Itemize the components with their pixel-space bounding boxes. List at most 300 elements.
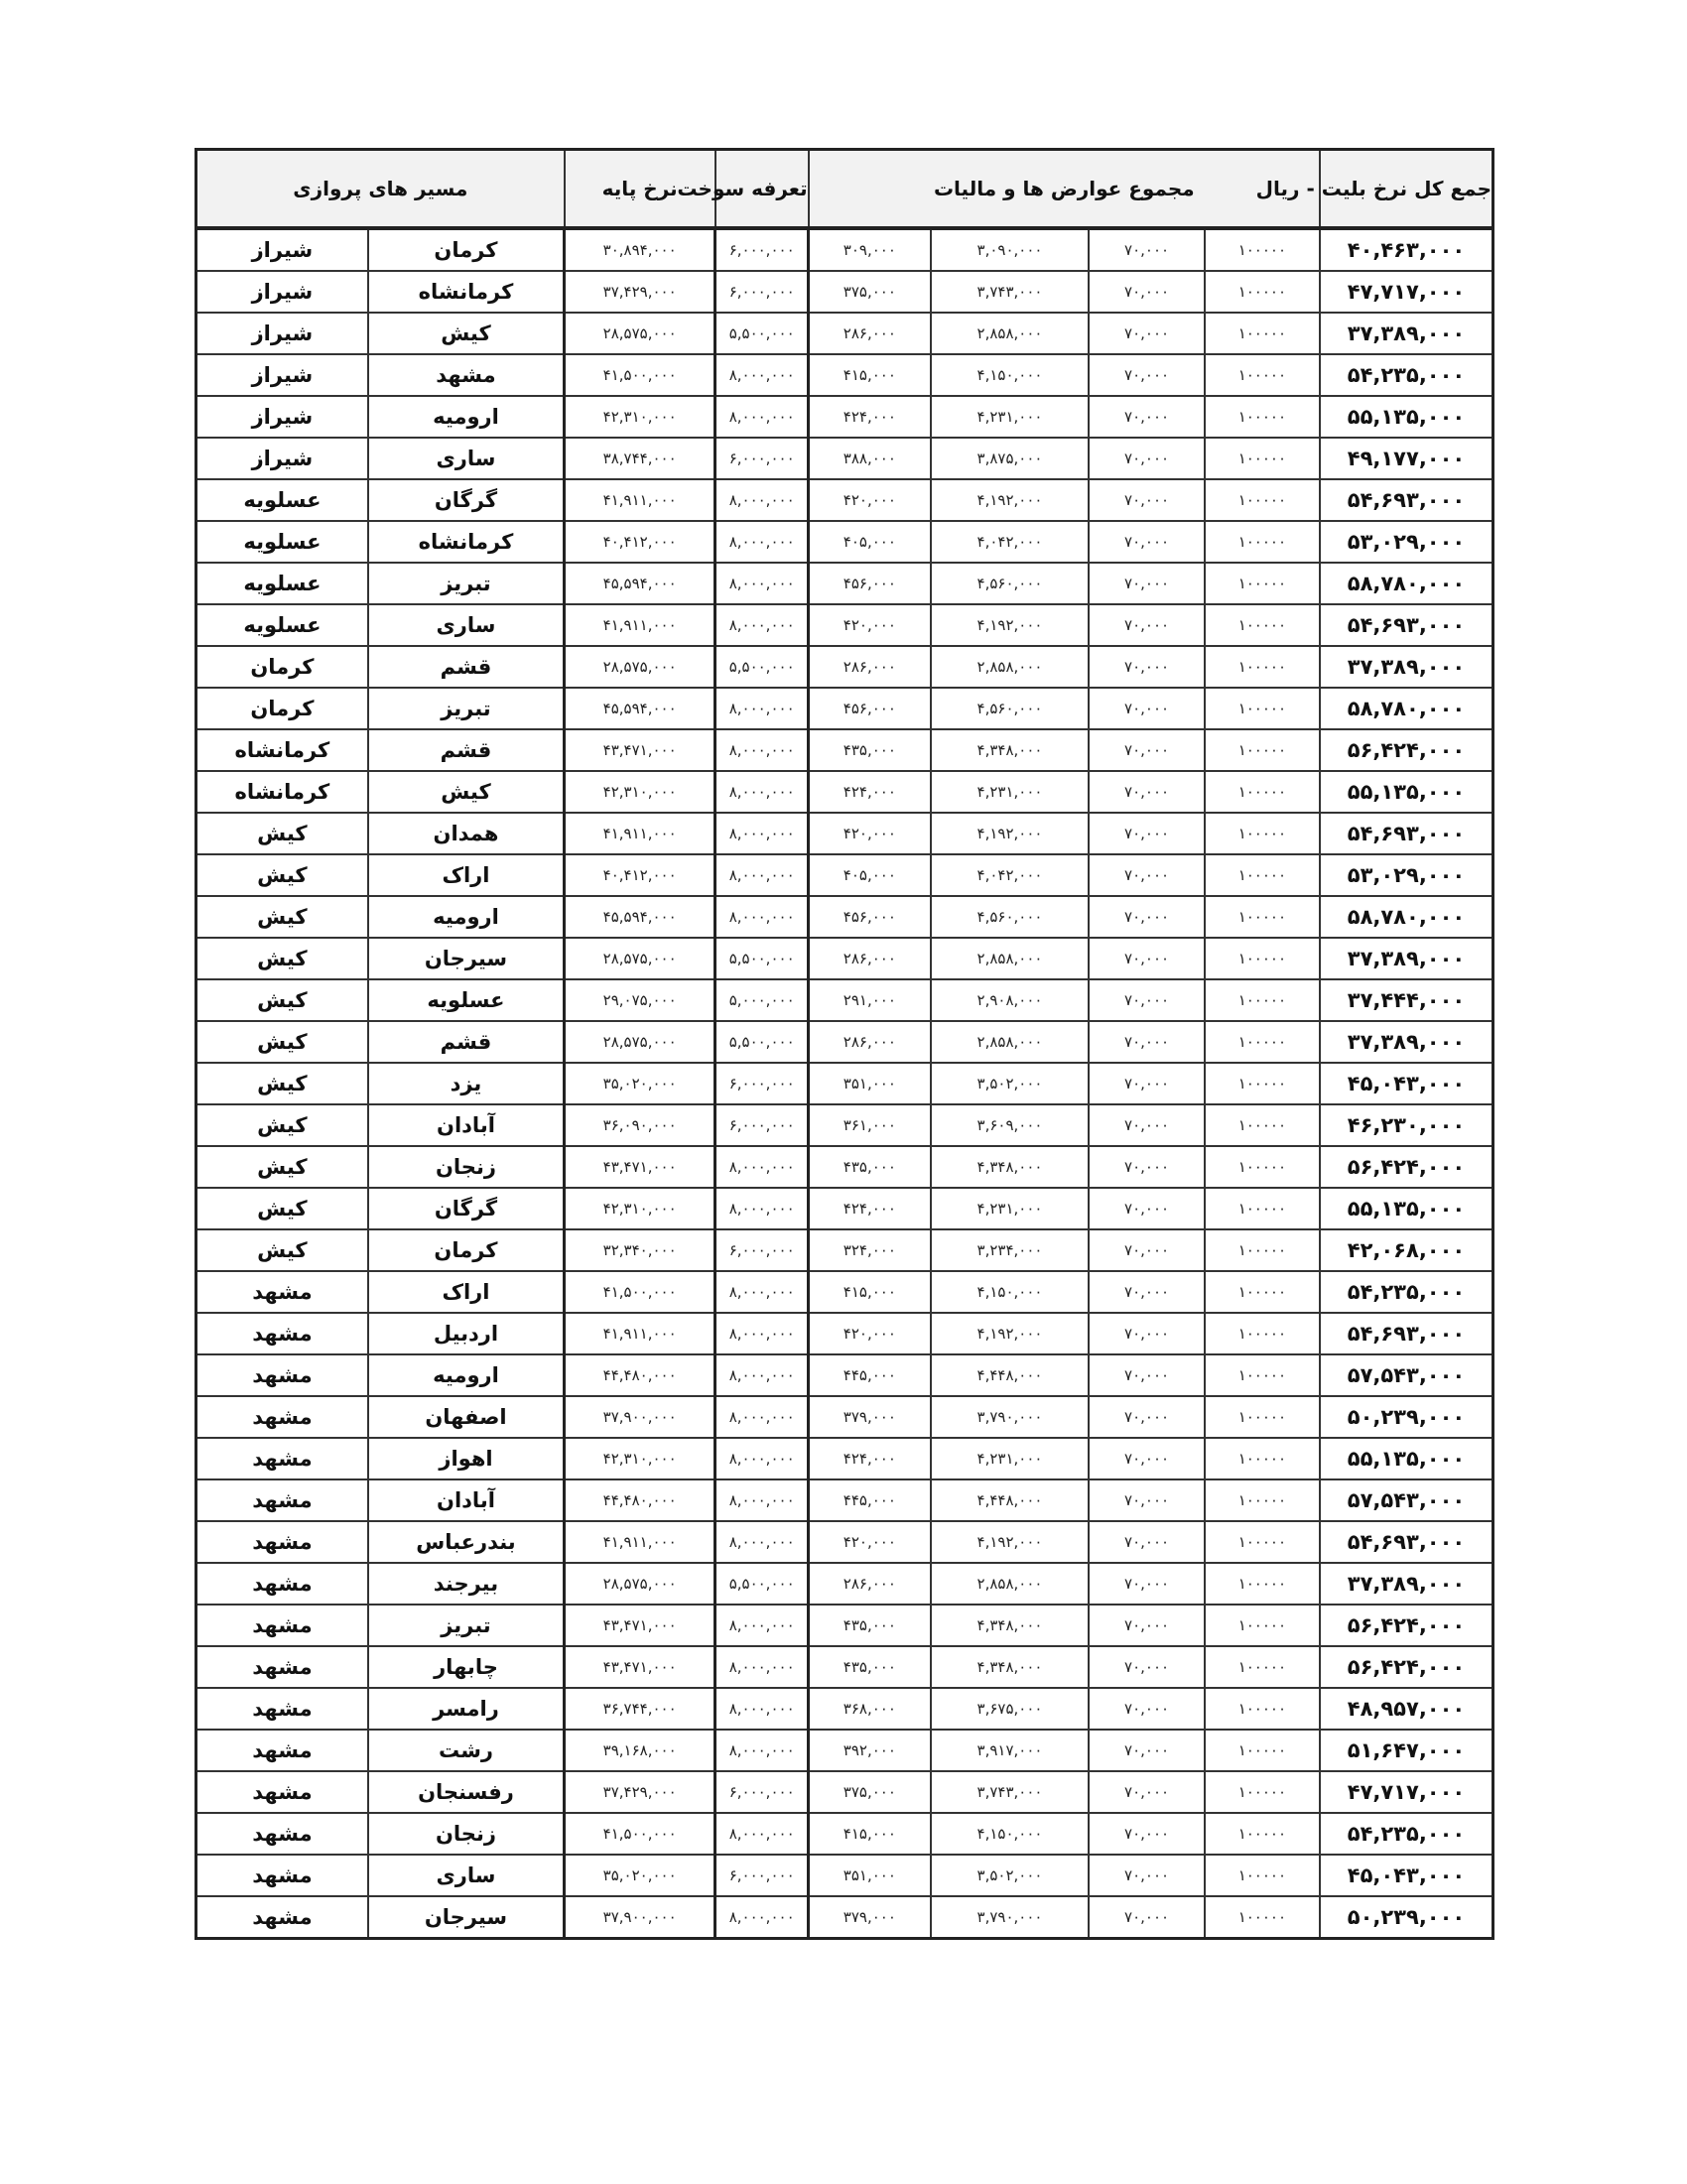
destination-city-cell: اصفهان bbox=[368, 1396, 565, 1438]
base-fare-cell: ۴۲,۳۱۰,۰۰۰ bbox=[565, 771, 715, 813]
base-fare-cell: ۳۸,۷۴۴,۰۰۰ bbox=[565, 438, 715, 479]
total-fare-cell: ۵۸,۷۸۰,۰۰۰ bbox=[1320, 563, 1492, 604]
total-fare-cell: ۵۴,۲۳۵,۰۰۰ bbox=[1320, 1813, 1492, 1855]
fuel-fee-cell: ۵,۵۰۰,۰۰۰ bbox=[715, 938, 809, 979]
table-row bbox=[196, 729, 1493, 771]
fuel-fee-cell: ۸,۰۰۰,۰۰۰ bbox=[715, 1646, 809, 1688]
fuel-fee-cell: ۸,۰۰۰,۰۰۰ bbox=[715, 1188, 809, 1229]
total-fare-cell: ۳۷,۳۸۹,۰۰۰ bbox=[1320, 1021, 1492, 1063]
tax-amount-large-cell: ۴,۵۶۰,۰۰۰ bbox=[931, 688, 1090, 729]
total-fare-cell: ۴۰,۴۶۳,۰۰۰ bbox=[1320, 228, 1492, 271]
fee-code-cell: ۱۰۰۰۰۰ bbox=[1205, 1896, 1320, 1939]
table-row bbox=[196, 854, 1493, 896]
origin-city-cell: مشهد bbox=[196, 1896, 368, 1939]
base-fare-cell: ۴۵,۵۹۴,۰۰۰ bbox=[565, 688, 715, 729]
fuel-fee-cell: ۸,۰۰۰,۰۰۰ bbox=[715, 1313, 809, 1354]
origin-city-cell: کیش bbox=[196, 938, 368, 979]
destination-city-cell: زنجان bbox=[368, 1813, 565, 1855]
origin-city-cell: کرمان bbox=[196, 688, 368, 729]
fuel-fee-cell: ۸,۰۰۰,۰۰۰ bbox=[715, 1479, 809, 1521]
total-fare-cell: ۵۴,۶۹۳,۰۰۰ bbox=[1320, 813, 1492, 854]
destination-city-cell: ساری bbox=[368, 438, 565, 479]
tax-amount-cell: ۴۴۵,۰۰۰ bbox=[809, 1354, 931, 1396]
destination-city-cell: قشم bbox=[368, 729, 565, 771]
fee-code-cell: ۱۰۰۰۰۰ bbox=[1205, 1855, 1320, 1896]
table-row bbox=[196, 1479, 1493, 1521]
origin-city-cell: کرمانشاه bbox=[196, 729, 368, 771]
fee-code-cell: ۱۰۰۰۰۰ bbox=[1205, 1188, 1320, 1229]
fee-code-cell: ۱۰۰۰۰۰ bbox=[1205, 313, 1320, 354]
fuel-fee-cell: ۸,۰۰۰,۰۰۰ bbox=[715, 1146, 809, 1188]
fuel-fee-cell: ۸,۰۰۰,۰۰۰ bbox=[715, 1605, 809, 1646]
base-fare-cell: ۴۵,۵۹۴,۰۰۰ bbox=[565, 563, 715, 604]
total-fare-cell: ۵۸,۷۸۰,۰۰۰ bbox=[1320, 896, 1492, 938]
fee-amount-cell: ۷۰,۰۰۰ bbox=[1089, 1688, 1204, 1730]
origin-city-cell: کیش bbox=[196, 1188, 368, 1229]
tax-amount-cell: ۳۸۸,۰۰۰ bbox=[809, 438, 931, 479]
table-row bbox=[196, 354, 1493, 396]
base-fare-cell: ۲۸,۵۷۵,۰۰۰ bbox=[565, 646, 715, 688]
fee-amount-cell: ۷۰,۰۰۰ bbox=[1089, 1771, 1204, 1813]
destination-city-cell: سیرجان bbox=[368, 1896, 565, 1939]
origin-city-cell: مشهد bbox=[196, 1605, 368, 1646]
destination-city-cell: ساری bbox=[368, 1855, 565, 1896]
origin-city-cell: شیراز bbox=[196, 396, 368, 438]
fuel-fee-cell: ۸,۰۰۰,۰۰۰ bbox=[715, 1438, 809, 1479]
table-row bbox=[196, 771, 1493, 813]
tax-amount-large-cell: ۳,۵۰۲,۰۰۰ bbox=[931, 1063, 1090, 1104]
table-row bbox=[196, 438, 1493, 479]
total-fare-cell: ۳۷,۳۸۹,۰۰۰ bbox=[1320, 646, 1492, 688]
total-fare-cell: ۴۸,۹۵۷,۰۰۰ bbox=[1320, 1688, 1492, 1730]
base-fare-cell: ۴۰,۴۱۲,۰۰۰ bbox=[565, 854, 715, 896]
base-fare-cell: ۳۷,۹۰۰,۰۰۰ bbox=[565, 1896, 715, 1939]
destination-city-cell: رامسر bbox=[368, 1688, 565, 1730]
fee-code-cell: ۱۰۰۰۰۰ bbox=[1205, 896, 1320, 938]
table-row bbox=[196, 1188, 1493, 1229]
fuel-fee-cell: ۸,۰۰۰,۰۰۰ bbox=[715, 771, 809, 813]
tax-amount-cell: ۳۷۵,۰۰۰ bbox=[809, 1771, 931, 1813]
base-fare-cell: ۳۹,۱۶۸,۰۰۰ bbox=[565, 1730, 715, 1771]
fee-code-cell: ۱۰۰۰۰۰ bbox=[1205, 813, 1320, 854]
fuel-fee-cell: ۸,۰۰۰,۰۰۰ bbox=[715, 1896, 809, 1939]
fee-amount-cell: ۷۰,۰۰۰ bbox=[1089, 688, 1204, 729]
fee-code-cell: ۱۰۰۰۰۰ bbox=[1205, 1730, 1320, 1771]
total-fare-cell: ۴۵,۰۴۳,۰۰۰ bbox=[1320, 1063, 1492, 1104]
tax-amount-large-cell: ۴,۱۹۲,۰۰۰ bbox=[931, 479, 1090, 521]
tax-amount-cell: ۲۸۶,۰۰۰ bbox=[809, 313, 931, 354]
fuel-fee-cell: ۸,۰۰۰,۰۰۰ bbox=[715, 354, 809, 396]
table-row bbox=[196, 1396, 1493, 1438]
fee-amount-cell: ۷۰,۰۰۰ bbox=[1089, 521, 1204, 563]
base-fare-cell: ۴۱,۵۰۰,۰۰۰ bbox=[565, 1271, 715, 1313]
origin-city-cell: شیراز bbox=[196, 354, 368, 396]
fee-amount-cell: ۷۰,۰۰۰ bbox=[1089, 1229, 1204, 1271]
fee-code-cell: ۱۰۰۰۰۰ bbox=[1205, 771, 1320, 813]
fee-amount-cell: ۷۰,۰۰۰ bbox=[1089, 938, 1204, 979]
base-fare-cell: ۴۱,۹۱۱,۰۰۰ bbox=[565, 1313, 715, 1354]
origin-city-cell: عسلویه bbox=[196, 479, 368, 521]
table-row bbox=[196, 1896, 1493, 1939]
tax-amount-large-cell: ۴,۴۴۸,۰۰۰ bbox=[931, 1354, 1090, 1396]
total-fare-cell: ۵۶,۴۲۴,۰۰۰ bbox=[1320, 1646, 1492, 1688]
tax-amount-cell: ۴۳۵,۰۰۰ bbox=[809, 1146, 931, 1188]
tax-amount-cell: ۴۰۵,۰۰۰ bbox=[809, 521, 931, 563]
fuel-fee-cell: ۵,۵۰۰,۰۰۰ bbox=[715, 646, 809, 688]
header-taxes: مجموع عوارض ها و مالیات bbox=[809, 150, 1320, 229]
header-routes: مسیر های پروازی bbox=[196, 150, 565, 229]
tax-amount-large-cell: ۴,۱۵۰,۰۰۰ bbox=[931, 354, 1090, 396]
base-fare-cell: ۴۰,۴۱۲,۰۰۰ bbox=[565, 521, 715, 563]
table-row bbox=[196, 1021, 1493, 1063]
fee-amount-cell: ۷۰,۰۰۰ bbox=[1089, 354, 1204, 396]
table-row bbox=[196, 228, 1493, 271]
tax-amount-large-cell: ۴,۲۳۱,۰۰۰ bbox=[931, 1438, 1090, 1479]
fee-amount-cell: ۷۰,۰۰۰ bbox=[1089, 729, 1204, 771]
fee-code-cell: ۱۰۰۰۰۰ bbox=[1205, 979, 1320, 1021]
tax-amount-large-cell: ۳,۲۳۴,۰۰۰ bbox=[931, 1229, 1090, 1271]
destination-city-cell: عسلویه bbox=[368, 979, 565, 1021]
base-fare-cell: ۴۳,۴۷۱,۰۰۰ bbox=[565, 729, 715, 771]
fee-amount-cell: ۷۰,۰۰۰ bbox=[1089, 1188, 1204, 1229]
fee-amount-cell: ۷۰,۰۰۰ bbox=[1089, 1605, 1204, 1646]
fuel-fee-cell: ۸,۰۰۰,۰۰۰ bbox=[715, 688, 809, 729]
origin-city-cell: شیراز bbox=[196, 228, 368, 271]
table-row bbox=[196, 1354, 1493, 1396]
origin-city-cell: مشهد bbox=[196, 1438, 368, 1479]
fuel-fee-cell: ۸,۰۰۰,۰۰۰ bbox=[715, 1730, 809, 1771]
fee-amount-cell: ۷۰,۰۰۰ bbox=[1089, 854, 1204, 896]
tax-amount-cell: ۴۵۶,۰۰۰ bbox=[809, 896, 931, 938]
fee-amount-cell: ۷۰,۰۰۰ bbox=[1089, 813, 1204, 854]
destination-city-cell: سیرجان bbox=[368, 938, 565, 979]
tax-amount-large-cell: ۲,۹۰۸,۰۰۰ bbox=[931, 979, 1090, 1021]
fee-code-cell: ۱۰۰۰۰۰ bbox=[1205, 438, 1320, 479]
fuel-fee-cell: ۸,۰۰۰,۰۰۰ bbox=[715, 1521, 809, 1563]
tax-amount-large-cell: ۳,۷۹۰,۰۰۰ bbox=[931, 1896, 1090, 1939]
fee-amount-cell: ۷۰,۰۰۰ bbox=[1089, 1271, 1204, 1313]
total-fare-cell: ۵۳,۰۲۹,۰۰۰ bbox=[1320, 854, 1492, 896]
fare-table-body bbox=[196, 228, 1493, 1939]
table-row bbox=[196, 646, 1493, 688]
tax-amount-cell: ۳۶۸,۰۰۰ bbox=[809, 1688, 931, 1730]
tax-amount-cell: ۴۲۰,۰۰۰ bbox=[809, 1521, 931, 1563]
destination-city-cell: یزد bbox=[368, 1063, 565, 1104]
base-fare-cell: ۲۸,۵۷۵,۰۰۰ bbox=[565, 1021, 715, 1063]
tax-amount-cell: ۴۱۵,۰۰۰ bbox=[809, 1271, 931, 1313]
table-row bbox=[196, 938, 1493, 979]
fuel-fee-cell: ۶,۰۰۰,۰۰۰ bbox=[715, 1229, 809, 1271]
fee-amount-cell: ۷۰,۰۰۰ bbox=[1089, 1479, 1204, 1521]
fee-code-cell: ۱۰۰۰۰۰ bbox=[1205, 1771, 1320, 1813]
total-fare-cell: ۳۷,۴۴۴,۰۰۰ bbox=[1320, 979, 1492, 1021]
destination-city-cell: اراک bbox=[368, 854, 565, 896]
total-fare-cell: ۵۶,۴۲۴,۰۰۰ bbox=[1320, 1605, 1492, 1646]
fuel-fee-cell: ۸,۰۰۰,۰۰۰ bbox=[715, 604, 809, 646]
tax-amount-large-cell: ۴,۵۶۰,۰۰۰ bbox=[931, 896, 1090, 938]
origin-city-cell: مشهد bbox=[196, 1354, 368, 1396]
table-row bbox=[196, 604, 1493, 646]
fee-code-cell: ۱۰۰۰۰۰ bbox=[1205, 1479, 1320, 1521]
destination-city-cell: کیش bbox=[368, 771, 565, 813]
origin-city-cell: مشهد bbox=[196, 1771, 368, 1813]
fee-code-cell: ۱۰۰۰۰۰ bbox=[1205, 729, 1320, 771]
destination-city-cell: آبادان bbox=[368, 1479, 565, 1521]
base-fare-cell: ۴۳,۴۷۱,۰۰۰ bbox=[565, 1146, 715, 1188]
destination-city-cell: تبریز bbox=[368, 1605, 565, 1646]
table-row bbox=[196, 1104, 1493, 1146]
fuel-fee-cell: ۵,۵۰۰,۰۰۰ bbox=[715, 1563, 809, 1605]
tax-amount-cell: ۲۸۶,۰۰۰ bbox=[809, 646, 931, 688]
tax-amount-cell: ۳۵۱,۰۰۰ bbox=[809, 1063, 931, 1104]
table-row bbox=[196, 521, 1493, 563]
total-fare-cell: ۳۷,۳۸۹,۰۰۰ bbox=[1320, 1563, 1492, 1605]
tax-amount-cell: ۲۸۶,۰۰۰ bbox=[809, 1563, 931, 1605]
fee-code-cell: ۱۰۰۰۰۰ bbox=[1205, 563, 1320, 604]
tax-amount-large-cell: ۲,۸۵۸,۰۰۰ bbox=[931, 313, 1090, 354]
destination-city-cell: رشت bbox=[368, 1730, 565, 1771]
fee-code-cell: ۱۰۰۰۰۰ bbox=[1205, 854, 1320, 896]
fee-code-cell: ۱۰۰۰۰۰ bbox=[1205, 646, 1320, 688]
destination-city-cell: رفسنجان bbox=[368, 1771, 565, 1813]
fee-amount-cell: ۷۰,۰۰۰ bbox=[1089, 563, 1204, 604]
tax-amount-large-cell: ۴,۱۹۲,۰۰۰ bbox=[931, 813, 1090, 854]
fuel-fee-cell: ۶,۰۰۰,۰۰۰ bbox=[715, 1063, 809, 1104]
fuel-fee-cell: ۸,۰۰۰,۰۰۰ bbox=[715, 1271, 809, 1313]
destination-city-cell: آبادان bbox=[368, 1104, 565, 1146]
tax-amount-cell: ۲۹۱,۰۰۰ bbox=[809, 979, 931, 1021]
total-fare-cell: ۵۰,۲۳۹,۰۰۰ bbox=[1320, 1896, 1492, 1939]
destination-city-cell: کرمان bbox=[368, 228, 565, 271]
header-fuel-fee: تعرفه سوخت bbox=[715, 150, 809, 229]
tax-amount-large-cell: ۴,۱۹۲,۰۰۰ bbox=[931, 1313, 1090, 1354]
base-fare-cell: ۳۰,۸۹۴,۰۰۰ bbox=[565, 228, 715, 271]
table-row bbox=[196, 1271, 1493, 1313]
table-row bbox=[196, 1146, 1493, 1188]
total-fare-cell: ۵۸,۷۸۰,۰۰۰ bbox=[1320, 688, 1492, 729]
base-fare-cell: ۲۸,۵۷۵,۰۰۰ bbox=[565, 313, 715, 354]
header-base-fare: نرخ پایه bbox=[565, 150, 715, 229]
origin-city-cell: مشهد bbox=[196, 1688, 368, 1730]
total-fare-cell: ۳۷,۳۸۹,۰۰۰ bbox=[1320, 938, 1492, 979]
tax-amount-cell: ۳۲۴,۰۰۰ bbox=[809, 1229, 931, 1271]
origin-city-cell: عسلویه bbox=[196, 521, 368, 563]
table-row bbox=[196, 688, 1493, 729]
tax-amount-cell: ۳۷۹,۰۰۰ bbox=[809, 1896, 931, 1939]
destination-city-cell: اهواز bbox=[368, 1438, 565, 1479]
fee-code-cell: ۱۰۰۰۰۰ bbox=[1205, 1229, 1320, 1271]
tax-amount-large-cell: ۴,۱۹۲,۰۰۰ bbox=[931, 604, 1090, 646]
table-row bbox=[196, 1563, 1493, 1605]
total-fare-cell: ۴۹,۱۷۷,۰۰۰ bbox=[1320, 438, 1492, 479]
fee-amount-cell: ۷۰,۰۰۰ bbox=[1089, 396, 1204, 438]
table-row bbox=[196, 563, 1493, 604]
total-fare-cell: ۴۷,۷۱۷,۰۰۰ bbox=[1320, 271, 1492, 313]
fee-code-cell: ۱۰۰۰۰۰ bbox=[1205, 1688, 1320, 1730]
base-fare-cell: ۳۷,۹۰۰,۰۰۰ bbox=[565, 1396, 715, 1438]
fuel-fee-cell: ۶,۰۰۰,۰۰۰ bbox=[715, 271, 809, 313]
destination-city-cell: قشم bbox=[368, 1021, 565, 1063]
base-fare-cell: ۴۲,۳۱۰,۰۰۰ bbox=[565, 1438, 715, 1479]
total-fare-cell: ۴۶,۲۳۰,۰۰۰ bbox=[1320, 1104, 1492, 1146]
fee-code-cell: ۱۰۰۰۰۰ bbox=[1205, 1396, 1320, 1438]
tax-amount-cell: ۴۳۵,۰۰۰ bbox=[809, 729, 931, 771]
tax-amount-large-cell: ۴,۲۳۱,۰۰۰ bbox=[931, 771, 1090, 813]
destination-city-cell: تبریز bbox=[368, 563, 565, 604]
tax-amount-cell: ۴۱۵,۰۰۰ bbox=[809, 354, 931, 396]
fuel-fee-cell: ۸,۰۰۰,۰۰۰ bbox=[715, 1354, 809, 1396]
fee-amount-cell: ۷۰,۰۰۰ bbox=[1089, 1521, 1204, 1563]
tax-amount-large-cell: ۲,۸۵۸,۰۰۰ bbox=[931, 646, 1090, 688]
fee-amount-cell: ۷۰,۰۰۰ bbox=[1089, 1063, 1204, 1104]
tax-amount-large-cell: ۳,۰۹۰,۰۰۰ bbox=[931, 228, 1090, 271]
destination-city-cell: گرگان bbox=[368, 1188, 565, 1229]
origin-city-cell: مشهد bbox=[196, 1813, 368, 1855]
total-fare-cell: ۳۷,۳۸۹,۰۰۰ bbox=[1320, 313, 1492, 354]
total-fare-cell: ۵۶,۴۲۴,۰۰۰ bbox=[1320, 729, 1492, 771]
fee-amount-cell: ۷۰,۰۰۰ bbox=[1089, 1354, 1204, 1396]
origin-city-cell: مشهد bbox=[196, 1313, 368, 1354]
fee-amount-cell: ۷۰,۰۰۰ bbox=[1089, 1646, 1204, 1688]
destination-city-cell: کرمان bbox=[368, 1229, 565, 1271]
base-fare-cell: ۴۴,۴۸۰,۰۰۰ bbox=[565, 1479, 715, 1521]
base-fare-cell: ۴۱,۹۱۱,۰۰۰ bbox=[565, 1521, 715, 1563]
fuel-fee-cell: ۸,۰۰۰,۰۰۰ bbox=[715, 1688, 809, 1730]
fuel-fee-cell: ۸,۰۰۰,۰۰۰ bbox=[715, 813, 809, 854]
tax-amount-cell: ۴۱۵,۰۰۰ bbox=[809, 1813, 931, 1855]
fee-code-cell: ۱۰۰۰۰۰ bbox=[1205, 1063, 1320, 1104]
fuel-fee-cell: ۶,۰۰۰,۰۰۰ bbox=[715, 228, 809, 271]
tax-amount-large-cell: ۴,۱۵۰,۰۰۰ bbox=[931, 1271, 1090, 1313]
origin-city-cell: مشهد bbox=[196, 1479, 368, 1521]
base-fare-cell: ۴۱,۹۱۱,۰۰۰ bbox=[565, 813, 715, 854]
base-fare-cell: ۳۶,۰۹۰,۰۰۰ bbox=[565, 1104, 715, 1146]
destination-city-cell: اردبیل bbox=[368, 1313, 565, 1354]
table-row bbox=[196, 896, 1493, 938]
total-fare-cell: ۵۵,۱۳۵,۰۰۰ bbox=[1320, 1438, 1492, 1479]
total-fare-cell: ۵۵,۱۳۵,۰۰۰ bbox=[1320, 1188, 1492, 1229]
fee-code-cell: ۱۰۰۰۰۰ bbox=[1205, 228, 1320, 271]
base-fare-cell: ۳۵,۰۲۰,۰۰۰ bbox=[565, 1855, 715, 1896]
origin-city-cell: کیش bbox=[196, 1104, 368, 1146]
origin-city-cell: عسلویه bbox=[196, 563, 368, 604]
fee-code-cell: ۱۰۰۰۰۰ bbox=[1205, 1438, 1320, 1479]
base-fare-cell: ۳۵,۰۲۰,۰۰۰ bbox=[565, 1063, 715, 1104]
fee-amount-cell: ۷۰,۰۰۰ bbox=[1089, 604, 1204, 646]
total-fare-cell: ۵۶,۴۲۴,۰۰۰ bbox=[1320, 1146, 1492, 1188]
destination-city-cell: ساری bbox=[368, 604, 565, 646]
table-row bbox=[196, 1229, 1493, 1271]
total-fare-cell: ۵۷,۵۴۳,۰۰۰ bbox=[1320, 1479, 1492, 1521]
table-row bbox=[196, 271, 1493, 313]
origin-city-cell: مشهد bbox=[196, 1271, 368, 1313]
table-row bbox=[196, 1605, 1493, 1646]
destination-city-cell: قشم bbox=[368, 646, 565, 688]
tax-amount-large-cell: ۴,۲۳۱,۰۰۰ bbox=[931, 1188, 1090, 1229]
tax-amount-cell: ۴۰۵,۰۰۰ bbox=[809, 854, 931, 896]
tax-amount-cell: ۴۲۰,۰۰۰ bbox=[809, 813, 931, 854]
fuel-fee-cell: ۸,۰۰۰,۰۰۰ bbox=[715, 563, 809, 604]
tax-amount-large-cell: ۲,۸۵۸,۰۰۰ bbox=[931, 938, 1090, 979]
tax-amount-cell: ۴۲۰,۰۰۰ bbox=[809, 479, 931, 521]
fuel-fee-cell: ۸,۰۰۰,۰۰۰ bbox=[715, 729, 809, 771]
table-row bbox=[196, 1521, 1493, 1563]
fee-code-cell: ۱۰۰۰۰۰ bbox=[1205, 688, 1320, 729]
destination-city-cell: بندرعباس bbox=[368, 1521, 565, 1563]
fee-code-cell: ۱۰۰۰۰۰ bbox=[1205, 521, 1320, 563]
total-fare-cell: ۵۴,۶۹۳,۰۰۰ bbox=[1320, 479, 1492, 521]
fee-amount-cell: ۷۰,۰۰۰ bbox=[1089, 771, 1204, 813]
fee-amount-cell: ۷۰,۰۰۰ bbox=[1089, 1896, 1204, 1939]
fuel-fee-cell: ۸,۰۰۰,۰۰۰ bbox=[715, 854, 809, 896]
origin-city-cell: عسلویه bbox=[196, 604, 368, 646]
tax-amount-large-cell: ۳,۵۰۲,۰۰۰ bbox=[931, 1855, 1090, 1896]
total-fare-cell: ۵۴,۲۳۵,۰۰۰ bbox=[1320, 354, 1492, 396]
destination-city-cell: کرمانشاه bbox=[368, 271, 565, 313]
fuel-fee-cell: ۸,۰۰۰,۰۰۰ bbox=[715, 521, 809, 563]
tax-amount-cell: ۴۲۰,۰۰۰ bbox=[809, 1313, 931, 1354]
base-fare-cell: ۴۵,۵۹۴,۰۰۰ bbox=[565, 896, 715, 938]
fee-amount-cell: ۷۰,۰۰۰ bbox=[1089, 438, 1204, 479]
tax-amount-cell: ۴۴۵,۰۰۰ bbox=[809, 1479, 931, 1521]
tax-amount-cell: ۳۶۱,۰۰۰ bbox=[809, 1104, 931, 1146]
destination-city-cell: اراک bbox=[368, 1271, 565, 1313]
origin-city-cell: کیش bbox=[196, 1146, 368, 1188]
destination-city-cell: گرگان bbox=[368, 479, 565, 521]
fuel-fee-cell: ۸,۰۰۰,۰۰۰ bbox=[715, 396, 809, 438]
destination-city-cell: مشهد bbox=[368, 354, 565, 396]
tax-amount-cell: ۴۳۵,۰۰۰ bbox=[809, 1605, 931, 1646]
destination-city-cell: چابهار bbox=[368, 1646, 565, 1688]
tax-amount-cell: ۳۰۹,۰۰۰ bbox=[809, 228, 931, 271]
fee-amount-cell: ۷۰,۰۰۰ bbox=[1089, 896, 1204, 938]
destination-city-cell: ارومیه bbox=[368, 1354, 565, 1396]
base-fare-cell: ۴۳,۴۷۱,۰۰۰ bbox=[565, 1605, 715, 1646]
origin-city-cell: کیش bbox=[196, 854, 368, 896]
tax-amount-large-cell: ۴,۲۳۱,۰۰۰ bbox=[931, 396, 1090, 438]
tax-amount-cell: ۴۲۰,۰۰۰ bbox=[809, 604, 931, 646]
fuel-fee-cell: ۵,۰۰۰,۰۰۰ bbox=[715, 979, 809, 1021]
tax-amount-large-cell: ۴,۰۴۲,۰۰۰ bbox=[931, 521, 1090, 563]
fee-amount-cell: ۷۰,۰۰۰ bbox=[1089, 1813, 1204, 1855]
fee-code-cell: ۱۰۰۰۰۰ bbox=[1205, 604, 1320, 646]
fee-amount-cell: ۷۰,۰۰۰ bbox=[1089, 1438, 1204, 1479]
total-fare-cell: ۵۰,۲۳۹,۰۰۰ bbox=[1320, 1396, 1492, 1438]
tax-amount-large-cell: ۳,۷۴۳,۰۰۰ bbox=[931, 271, 1090, 313]
origin-city-cell: کیش bbox=[196, 1021, 368, 1063]
table-row bbox=[196, 1771, 1493, 1813]
base-fare-cell: ۳۲,۳۴۰,۰۰۰ bbox=[565, 1229, 715, 1271]
tax-amount-large-cell: ۳,۸۷۵,۰۰۰ bbox=[931, 438, 1090, 479]
tax-amount-cell: ۴۵۶,۰۰۰ bbox=[809, 563, 931, 604]
total-fare-cell: ۴۵,۰۴۳,۰۰۰ bbox=[1320, 1855, 1492, 1896]
table-row bbox=[196, 1688, 1493, 1730]
tax-amount-large-cell: ۳,۶۰۹,۰۰۰ bbox=[931, 1104, 1090, 1146]
fee-code-cell: ۱۰۰۰۰۰ bbox=[1205, 938, 1320, 979]
destination-city-cell: زنجان bbox=[368, 1146, 565, 1188]
fee-code-cell: ۱۰۰۰۰۰ bbox=[1205, 1021, 1320, 1063]
fee-code-cell: ۱۰۰۰۰۰ bbox=[1205, 1104, 1320, 1146]
table-row bbox=[196, 1646, 1493, 1688]
tax-amount-cell: ۴۲۴,۰۰۰ bbox=[809, 1188, 931, 1229]
origin-city-cell: مشهد bbox=[196, 1855, 368, 1896]
table-row bbox=[196, 313, 1493, 354]
fee-code-cell: ۱۰۰۰۰۰ bbox=[1205, 1271, 1320, 1313]
fee-amount-cell: ۷۰,۰۰۰ bbox=[1089, 1021, 1204, 1063]
tax-amount-cell: ۴۲۴,۰۰۰ bbox=[809, 396, 931, 438]
fee-amount-cell: ۷۰,۰۰۰ bbox=[1089, 228, 1204, 271]
fuel-fee-cell: ۶,۰۰۰,۰۰۰ bbox=[715, 1104, 809, 1146]
